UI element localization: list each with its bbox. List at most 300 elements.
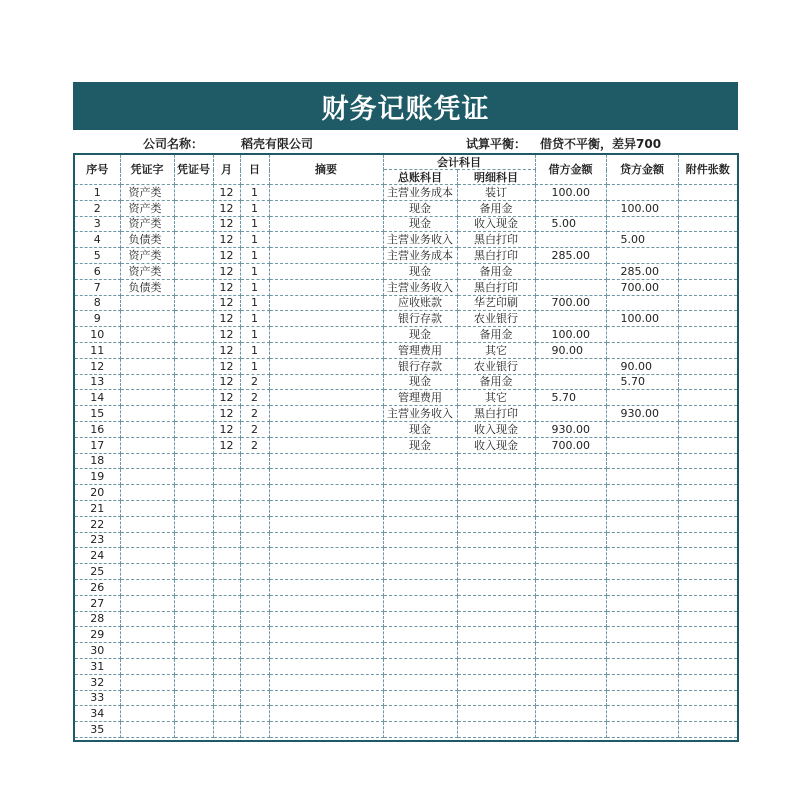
seq-cell[interactable]: 21 xyxy=(75,500,120,516)
day-cell[interactable] xyxy=(240,722,269,738)
general-account-cell[interactable] xyxy=(383,611,457,627)
day-cell[interactable]: 1 xyxy=(240,295,269,311)
detail-account-cell[interactable]: 备用金 xyxy=(457,327,535,343)
voucher-type-cell[interactable]: 资产类 xyxy=(120,248,174,264)
attachments-cell[interactable] xyxy=(678,548,737,564)
general-account-cell[interactable]: 管理费用 xyxy=(383,390,457,406)
general-account-cell[interactable]: 主营业务收入 xyxy=(383,279,457,295)
general-account-cell[interactable] xyxy=(383,516,457,532)
detail-account-cell[interactable] xyxy=(457,564,535,580)
month-cell[interactable]: 12 xyxy=(213,311,240,327)
voucher-type-cell[interactable] xyxy=(120,627,174,643)
detail-account-cell[interactable] xyxy=(457,706,535,722)
voucher-type-cell[interactable]: 资产类 xyxy=(120,216,174,232)
voucher-type-cell[interactable] xyxy=(120,564,174,580)
general-account-cell[interactable] xyxy=(383,548,457,564)
general-account-cell[interactable]: 现金 xyxy=(383,421,457,437)
seq-cell[interactable]: 1 xyxy=(75,185,120,201)
month-cell[interactable] xyxy=(213,564,240,580)
seq-cell[interactable]: 23 xyxy=(75,532,120,548)
general-account-cell[interactable] xyxy=(383,706,457,722)
seq-cell[interactable]: 8 xyxy=(75,295,120,311)
voucher-type-cell[interactable] xyxy=(120,706,174,722)
detail-account-cell[interactable]: 农业银行 xyxy=(457,311,535,327)
day-cell[interactable]: 1 xyxy=(240,279,269,295)
voucher-no-cell[interactable] xyxy=(174,232,213,248)
general-account-cell[interactable]: 现金 xyxy=(383,437,457,453)
voucher-type-cell[interactable] xyxy=(120,327,174,343)
seq-cell[interactable]: 16 xyxy=(75,421,120,437)
month-cell[interactable]: 12 xyxy=(213,437,240,453)
month-cell[interactable] xyxy=(213,469,240,485)
debit-amount-cell[interactable]: 5.70 xyxy=(535,390,606,406)
credit-amount-cell[interactable] xyxy=(606,579,678,595)
credit-amount-cell[interactable]: 285.00 xyxy=(606,263,678,279)
general-account-cell[interactable] xyxy=(383,579,457,595)
month-cell[interactable] xyxy=(213,658,240,674)
month-cell[interactable]: 12 xyxy=(213,263,240,279)
day-cell[interactable] xyxy=(240,579,269,595)
voucher-type-cell[interactable]: 负债类 xyxy=(120,232,174,248)
seq-cell[interactable]: 3 xyxy=(75,216,120,232)
credit-amount-cell[interactable] xyxy=(606,627,678,643)
general-account-cell[interactable]: 现金 xyxy=(383,327,457,343)
month-cell[interactable] xyxy=(213,579,240,595)
month-cell[interactable]: 12 xyxy=(213,279,240,295)
voucher-no-cell[interactable] xyxy=(174,263,213,279)
month-cell[interactable]: 12 xyxy=(213,200,240,216)
credit-amount-cell[interactable] xyxy=(606,469,678,485)
month-cell[interactable] xyxy=(213,548,240,564)
voucher-no-cell[interactable] xyxy=(174,390,213,406)
credit-amount-cell[interactable] xyxy=(606,295,678,311)
debit-amount-cell[interactable]: 700.00 xyxy=(535,437,606,453)
day-cell[interactable] xyxy=(240,611,269,627)
summary-cell[interactable] xyxy=(269,390,383,406)
general-account-cell[interactable] xyxy=(383,485,457,501)
general-account-cell[interactable] xyxy=(383,595,457,611)
credit-amount-cell[interactable] xyxy=(606,516,678,532)
voucher-type-cell[interactable] xyxy=(120,595,174,611)
month-cell[interactable]: 12 xyxy=(213,342,240,358)
voucher-no-cell[interactable] xyxy=(174,279,213,295)
detail-account-cell[interactable]: 农业银行 xyxy=(457,358,535,374)
summary-cell[interactable] xyxy=(269,200,383,216)
seq-cell[interactable]: 34 xyxy=(75,706,120,722)
day-cell[interactable] xyxy=(240,674,269,690)
debit-amount-cell[interactable] xyxy=(535,658,606,674)
debit-amount-cell[interactable] xyxy=(535,469,606,485)
summary-cell[interactable] xyxy=(269,248,383,264)
attachments-cell[interactable] xyxy=(678,437,737,453)
seq-cell[interactable]: 9 xyxy=(75,311,120,327)
detail-account-cell[interactable] xyxy=(457,548,535,564)
attachments-cell[interactable] xyxy=(678,263,737,279)
voucher-no-cell[interactable] xyxy=(174,216,213,232)
general-account-cell[interactable]: 现金 xyxy=(383,263,457,279)
detail-account-cell[interactable]: 其它 xyxy=(457,390,535,406)
seq-cell[interactable]: 28 xyxy=(75,611,120,627)
detail-account-cell[interactable]: 黑白打印 xyxy=(457,279,535,295)
day-cell[interactable]: 1 xyxy=(240,327,269,343)
summary-cell[interactable] xyxy=(269,485,383,501)
company-name[interactable]: 稻壳有限公司 xyxy=(241,137,314,151)
month-cell[interactable] xyxy=(213,453,240,469)
seq-cell[interactable]: 15 xyxy=(75,406,120,422)
credit-amount-cell[interactable]: 100.00 xyxy=(606,311,678,327)
voucher-no-cell[interactable] xyxy=(174,674,213,690)
attachments-cell[interactable] xyxy=(678,200,737,216)
summary-cell[interactable] xyxy=(269,564,383,580)
attachments-cell[interactable] xyxy=(678,722,737,738)
summary-cell[interactable] xyxy=(269,437,383,453)
general-account-cell[interactable]: 银行存款 xyxy=(383,311,457,327)
voucher-no-cell[interactable] xyxy=(174,342,213,358)
detail-account-cell[interactable] xyxy=(457,595,535,611)
summary-cell[interactable] xyxy=(269,469,383,485)
day-cell[interactable] xyxy=(240,564,269,580)
voucher-type-cell[interactable]: 资产类 xyxy=(120,263,174,279)
voucher-no-cell[interactable] xyxy=(174,200,213,216)
detail-account-cell[interactable]: 其它 xyxy=(457,342,535,358)
attachments-cell[interactable] xyxy=(678,485,737,501)
month-cell[interactable]: 12 xyxy=(213,185,240,201)
attachments-cell[interactable] xyxy=(678,564,737,580)
seq-cell[interactable]: 22 xyxy=(75,516,120,532)
seq-cell[interactable]: 7 xyxy=(75,279,120,295)
day-cell[interactable]: 1 xyxy=(240,185,269,201)
credit-amount-cell[interactable] xyxy=(606,722,678,738)
seq-cell[interactable]: 24 xyxy=(75,548,120,564)
summary-cell[interactable] xyxy=(269,406,383,422)
credit-amount-cell[interactable]: 100.00 xyxy=(606,200,678,216)
general-account-cell[interactable] xyxy=(383,690,457,706)
summary-cell[interactable] xyxy=(269,216,383,232)
debit-amount-cell[interactable]: 930.00 xyxy=(535,421,606,437)
day-cell[interactable]: 2 xyxy=(240,406,269,422)
attachments-cell[interactable] xyxy=(678,532,737,548)
detail-account-cell[interactable] xyxy=(457,627,535,643)
seq-cell[interactable]: 33 xyxy=(75,690,120,706)
day-cell[interactable] xyxy=(240,627,269,643)
debit-amount-cell[interactable] xyxy=(535,485,606,501)
day-cell[interactable] xyxy=(240,595,269,611)
credit-amount-cell[interactable] xyxy=(606,437,678,453)
general-account-cell[interactable] xyxy=(383,564,457,580)
credit-amount-cell[interactable] xyxy=(606,643,678,659)
month-cell[interactable] xyxy=(213,516,240,532)
credit-amount-cell[interactable] xyxy=(606,327,678,343)
day-cell[interactable]: 1 xyxy=(240,263,269,279)
seq-cell[interactable]: 29 xyxy=(75,627,120,643)
attachments-cell[interactable] xyxy=(678,279,737,295)
seq-cell[interactable]: 19 xyxy=(75,469,120,485)
day-cell[interactable]: 2 xyxy=(240,421,269,437)
day-cell[interactable] xyxy=(240,706,269,722)
day-cell[interactable] xyxy=(240,453,269,469)
month-cell[interactable] xyxy=(213,674,240,690)
month-cell[interactable]: 12 xyxy=(213,248,240,264)
debit-amount-cell[interactable] xyxy=(535,358,606,374)
seq-cell[interactable]: 6 xyxy=(75,263,120,279)
voucher-no-cell[interactable] xyxy=(174,658,213,674)
attachments-cell[interactable] xyxy=(678,500,737,516)
detail-account-cell[interactable]: 收入现金 xyxy=(457,216,535,232)
debit-amount-cell[interactable] xyxy=(535,722,606,738)
month-cell[interactable]: 12 xyxy=(213,216,240,232)
detail-account-cell[interactable]: 备用金 xyxy=(457,200,535,216)
voucher-no-cell[interactable] xyxy=(174,595,213,611)
summary-cell[interactable] xyxy=(269,327,383,343)
credit-amount-cell[interactable] xyxy=(606,185,678,201)
detail-account-cell[interactable] xyxy=(457,500,535,516)
seq-cell[interactable]: 10 xyxy=(75,327,120,343)
credit-amount-cell[interactable] xyxy=(606,595,678,611)
voucher-type-cell[interactable] xyxy=(120,295,174,311)
voucher-type-cell[interactable] xyxy=(120,658,174,674)
debit-amount-cell[interactable] xyxy=(535,595,606,611)
seq-cell[interactable]: 13 xyxy=(75,374,120,390)
credit-amount-cell[interactable] xyxy=(606,485,678,501)
debit-amount-cell[interactable]: 100.00 xyxy=(535,327,606,343)
voucher-no-cell[interactable] xyxy=(174,643,213,659)
general-account-cell[interactable] xyxy=(383,532,457,548)
debit-amount-cell[interactable] xyxy=(535,263,606,279)
attachments-cell[interactable] xyxy=(678,643,737,659)
detail-account-cell[interactable]: 收入现金 xyxy=(457,421,535,437)
credit-amount-cell[interactable] xyxy=(606,390,678,406)
seq-cell[interactable]: 31 xyxy=(75,658,120,674)
debit-amount-cell[interactable] xyxy=(535,674,606,690)
seq-cell[interactable]: 4 xyxy=(75,232,120,248)
voucher-no-cell[interactable] xyxy=(174,248,213,264)
voucher-type-cell[interactable] xyxy=(120,453,174,469)
day-cell[interactable] xyxy=(240,516,269,532)
debit-amount-cell[interactable] xyxy=(535,532,606,548)
month-cell[interactable]: 12 xyxy=(213,295,240,311)
detail-account-cell[interactable] xyxy=(457,611,535,627)
seq-cell[interactable]: 32 xyxy=(75,674,120,690)
general-account-cell[interactable]: 主营业务成本 xyxy=(383,248,457,264)
general-account-cell[interactable]: 现金 xyxy=(383,200,457,216)
attachments-cell[interactable] xyxy=(678,690,737,706)
attachments-cell[interactable] xyxy=(678,579,737,595)
seq-cell[interactable]: 18 xyxy=(75,453,120,469)
month-cell[interactable] xyxy=(213,706,240,722)
summary-cell[interactable] xyxy=(269,311,383,327)
attachments-cell[interactable] xyxy=(678,469,737,485)
summary-cell[interactable] xyxy=(269,421,383,437)
credit-amount-cell[interactable]: 5.00 xyxy=(606,232,678,248)
attachments-cell[interactable] xyxy=(678,390,737,406)
attachments-cell[interactable] xyxy=(678,295,737,311)
month-cell[interactable] xyxy=(213,722,240,738)
summary-cell[interactable] xyxy=(269,627,383,643)
month-cell[interactable]: 12 xyxy=(213,374,240,390)
detail-account-cell[interactable] xyxy=(457,722,535,738)
summary-cell[interactable] xyxy=(269,674,383,690)
debit-amount-cell[interactable]: 100.00 xyxy=(535,185,606,201)
seq-cell[interactable]: 25 xyxy=(75,564,120,580)
voucher-no-cell[interactable] xyxy=(174,437,213,453)
day-cell[interactable]: 1 xyxy=(240,248,269,264)
summary-cell[interactable] xyxy=(269,263,383,279)
credit-amount-cell[interactable]: 90.00 xyxy=(606,358,678,374)
day-cell[interactable]: 2 xyxy=(240,437,269,453)
attachments-cell[interactable] xyxy=(678,595,737,611)
debit-amount-cell[interactable] xyxy=(535,232,606,248)
credit-amount-cell[interactable] xyxy=(606,611,678,627)
summary-cell[interactable] xyxy=(269,690,383,706)
credit-amount-cell[interactable] xyxy=(606,658,678,674)
voucher-no-cell[interactable] xyxy=(174,516,213,532)
debit-amount-cell[interactable] xyxy=(535,406,606,422)
month-cell[interactable]: 12 xyxy=(213,406,240,422)
voucher-no-cell[interactable] xyxy=(174,690,213,706)
general-account-cell[interactable]: 管理费用 xyxy=(383,342,457,358)
day-cell[interactable]: 1 xyxy=(240,200,269,216)
voucher-no-cell[interactable] xyxy=(174,722,213,738)
credit-amount-cell[interactable] xyxy=(606,548,678,564)
voucher-type-cell[interactable] xyxy=(120,421,174,437)
voucher-no-cell[interactable] xyxy=(174,611,213,627)
day-cell[interactable] xyxy=(240,469,269,485)
debit-amount-cell[interactable] xyxy=(535,564,606,580)
detail-account-cell[interactable]: 黑白打印 xyxy=(457,232,535,248)
detail-account-cell[interactable] xyxy=(457,643,535,659)
voucher-type-cell[interactable] xyxy=(120,643,174,659)
voucher-type-cell[interactable] xyxy=(120,532,174,548)
voucher-no-cell[interactable] xyxy=(174,327,213,343)
attachments-cell[interactable] xyxy=(678,611,737,627)
summary-cell[interactable] xyxy=(269,500,383,516)
month-cell[interactable]: 12 xyxy=(213,390,240,406)
summary-cell[interactable] xyxy=(269,358,383,374)
voucher-type-cell[interactable] xyxy=(120,374,174,390)
credit-amount-cell[interactable] xyxy=(606,564,678,580)
month-cell[interactable]: 12 xyxy=(213,327,240,343)
credit-amount-cell[interactable] xyxy=(606,342,678,358)
detail-account-cell[interactable] xyxy=(457,690,535,706)
summary-cell[interactable] xyxy=(269,532,383,548)
attachments-cell[interactable] xyxy=(678,421,737,437)
seq-cell[interactable]: 17 xyxy=(75,437,120,453)
credit-amount-cell[interactable] xyxy=(606,674,678,690)
general-account-cell[interactable]: 现金 xyxy=(383,216,457,232)
debit-amount-cell[interactable] xyxy=(535,279,606,295)
detail-account-cell[interactable] xyxy=(457,485,535,501)
voucher-type-cell[interactable] xyxy=(120,516,174,532)
debit-amount-cell[interactable] xyxy=(535,516,606,532)
detail-account-cell[interactable]: 收入现金 xyxy=(457,437,535,453)
credit-amount-cell[interactable] xyxy=(606,532,678,548)
voucher-type-cell[interactable] xyxy=(120,485,174,501)
attachments-cell[interactable] xyxy=(678,216,737,232)
credit-amount-cell[interactable] xyxy=(606,248,678,264)
voucher-type-cell[interactable]: 负债类 xyxy=(120,279,174,295)
month-cell[interactable] xyxy=(213,627,240,643)
voucher-no-cell[interactable] xyxy=(174,579,213,595)
detail-account-cell[interactable] xyxy=(457,579,535,595)
credit-amount-cell[interactable]: 5.70 xyxy=(606,374,678,390)
seq-cell[interactable]: 5 xyxy=(75,248,120,264)
seq-cell[interactable]: 20 xyxy=(75,485,120,501)
voucher-no-cell[interactable] xyxy=(174,627,213,643)
general-account-cell[interactable] xyxy=(383,674,457,690)
summary-cell[interactable] xyxy=(269,516,383,532)
seq-cell[interactable]: 35 xyxy=(75,722,120,738)
day-cell[interactable]: 1 xyxy=(240,232,269,248)
detail-account-cell[interactable] xyxy=(457,516,535,532)
voucher-type-cell[interactable] xyxy=(120,548,174,564)
voucher-no-cell[interactable] xyxy=(174,485,213,501)
voucher-no-cell[interactable] xyxy=(174,185,213,201)
general-account-cell[interactable]: 主营业务成本 xyxy=(383,185,457,201)
voucher-no-cell[interactable] xyxy=(174,564,213,580)
summary-cell[interactable] xyxy=(269,295,383,311)
debit-amount-cell[interactable] xyxy=(535,500,606,516)
credit-amount-cell[interactable]: 700.00 xyxy=(606,279,678,295)
month-cell[interactable] xyxy=(213,690,240,706)
detail-account-cell[interactable]: 备用金 xyxy=(457,374,535,390)
detail-account-cell[interactable]: 备用金 xyxy=(457,263,535,279)
voucher-no-cell[interactable] xyxy=(174,532,213,548)
general-account-cell[interactable]: 现金 xyxy=(383,374,457,390)
credit-amount-cell[interactable] xyxy=(606,706,678,722)
credit-amount-cell[interactable] xyxy=(606,421,678,437)
day-cell[interactable] xyxy=(240,548,269,564)
general-account-cell[interactable] xyxy=(383,643,457,659)
summary-cell[interactable] xyxy=(269,579,383,595)
seq-cell[interactable]: 30 xyxy=(75,643,120,659)
day-cell[interactable]: 2 xyxy=(240,374,269,390)
summary-cell[interactable] xyxy=(269,548,383,564)
voucher-no-cell[interactable] xyxy=(174,421,213,437)
debit-amount-cell[interactable]: 700.00 xyxy=(535,295,606,311)
trial-balance-result[interactable]: 借贷不平衡，差异700 xyxy=(540,137,662,151)
credit-amount-cell[interactable]: 930.00 xyxy=(606,406,678,422)
detail-account-cell[interactable] xyxy=(457,469,535,485)
month-cell[interactable] xyxy=(213,595,240,611)
voucher-type-cell[interactable] xyxy=(120,342,174,358)
debit-amount-cell[interactable] xyxy=(535,706,606,722)
voucher-no-cell[interactable] xyxy=(174,469,213,485)
general-account-cell[interactable] xyxy=(383,658,457,674)
day-cell[interactable]: 1 xyxy=(240,216,269,232)
seq-cell[interactable]: 2 xyxy=(75,200,120,216)
summary-cell[interactable] xyxy=(269,185,383,201)
summary-cell[interactable] xyxy=(269,706,383,722)
voucher-type-cell[interactable] xyxy=(120,500,174,516)
month-cell[interactable] xyxy=(213,500,240,516)
detail-account-cell[interactable] xyxy=(457,453,535,469)
detail-account-cell[interactable]: 黑白打印 xyxy=(457,248,535,264)
general-account-cell[interactable]: 主营业务收入 xyxy=(383,232,457,248)
voucher-no-cell[interactable] xyxy=(174,311,213,327)
attachments-cell[interactable] xyxy=(678,358,737,374)
detail-account-cell[interactable] xyxy=(457,532,535,548)
month-cell[interactable] xyxy=(213,485,240,501)
month-cell[interactable] xyxy=(213,643,240,659)
summary-cell[interactable] xyxy=(269,342,383,358)
voucher-no-cell[interactable] xyxy=(174,358,213,374)
attachments-cell[interactable] xyxy=(678,248,737,264)
month-cell[interactable]: 12 xyxy=(213,358,240,374)
day-cell[interactable]: 1 xyxy=(240,311,269,327)
debit-amount-cell[interactable] xyxy=(535,374,606,390)
voucher-no-cell[interactable] xyxy=(174,453,213,469)
general-account-cell[interactable] xyxy=(383,500,457,516)
